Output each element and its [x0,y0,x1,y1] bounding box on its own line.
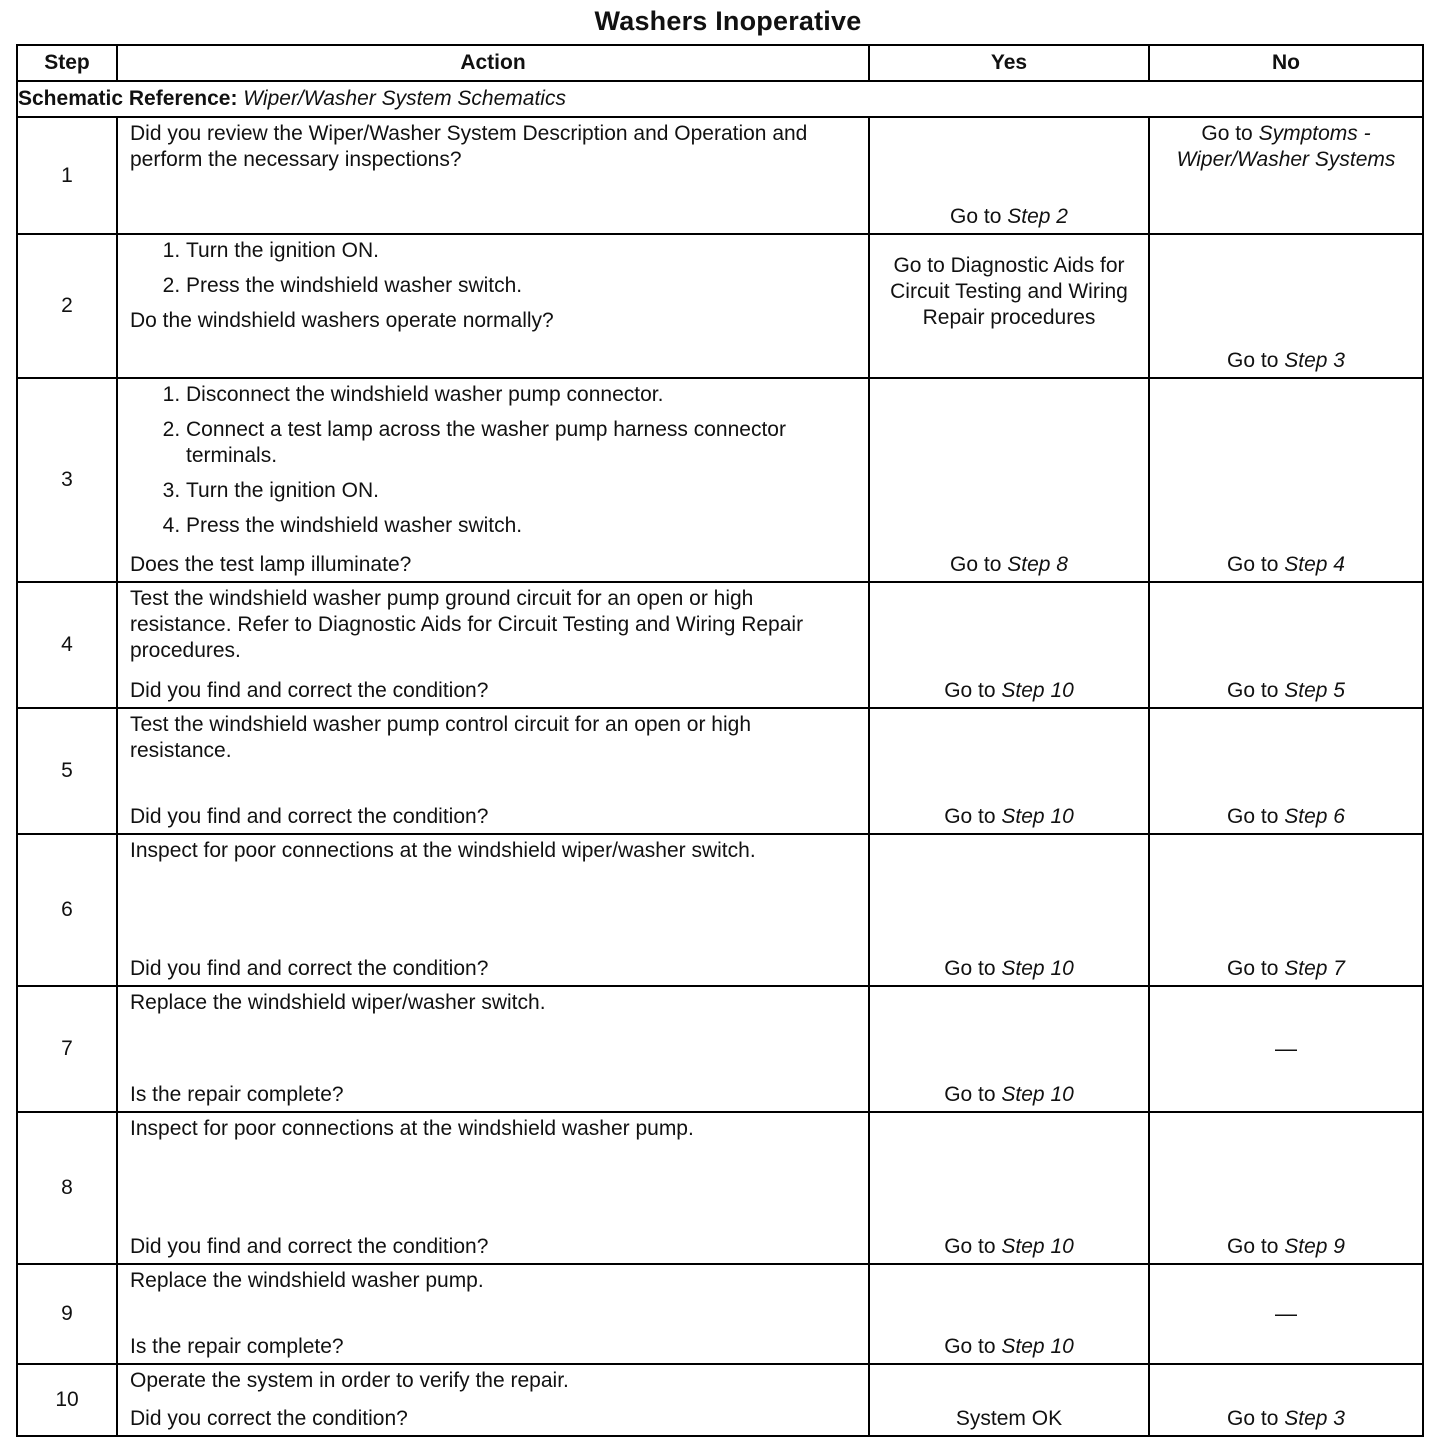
action-question: Did you correct the condition? [130,1407,408,1430]
no-prefix: Go to [1227,349,1279,372]
action-question: Did you find and correct the condition? [130,1235,489,1258]
table-row [17,117,1423,234]
no-link[interactable]: Step 6 [1284,805,1345,828]
no-prefix: Go to [1227,679,1279,702]
no-link[interactable]: Step 3 [1284,1407,1345,1430]
no-prefix: Go to [1201,122,1253,145]
header-no: No [1149,45,1423,81]
no-prefix: Go to [1227,553,1279,576]
no-link[interactable]: Step 3 [1284,349,1345,372]
table-row [17,708,1423,834]
action-cell [117,1364,869,1436]
action-cell [117,986,869,1112]
action-cell [117,117,869,234]
action-cell [117,834,869,986]
action-question: Did you find and correct the condition? [130,679,489,702]
yes-cell [869,117,1149,234]
no-dash: — [1275,1301,1297,1326]
yes-prefix: Go to [944,1335,996,1358]
yes-link[interactable]: Step 10 [1001,1083,1074,1106]
yes-cell [869,582,1149,708]
action-cell [117,378,869,582]
table-row [17,582,1423,708]
no-cell [1149,708,1423,834]
yes-link[interactable]: Step 10 [1001,805,1074,828]
no-cell [1149,378,1423,582]
action-question: Is the repair complete? [130,1335,344,1358]
no-cell [1149,234,1423,378]
diagnostic-table [16,44,1424,1437]
no-cell [1149,1264,1423,1364]
no-link[interactable]: Step 7 [1284,957,1345,980]
yes-link[interactable]: Step 10 [1001,1235,1074,1258]
schematic-label: Schematic Reference: [18,87,238,110]
no-prefix: Go to [1227,957,1279,980]
table-row [17,834,1423,986]
yes-cell [869,1264,1149,1364]
yes-prefix: Go to [944,805,996,828]
yes-cell [869,378,1149,582]
schematic-reference [17,81,1423,117]
action-cell [117,708,869,834]
yes-link[interactable]: Step 10 [1001,957,1074,980]
yes-prefix: Go to [944,1235,996,1258]
table-row [17,1112,1423,1264]
no-cell [1149,834,1423,986]
list-item: 2. Press the windshield washer switch. [186,273,858,299]
yes-link[interactable]: Step 8 [1007,553,1068,576]
action-cell [117,234,869,378]
step-number: 5 [17,708,117,834]
yes-prefix: Go to [944,1083,996,1106]
yes-prefix: Go to [950,553,1002,576]
action-cell [117,582,869,708]
no-link[interactable]: Symptoms - Wiper/Washer Systems [1176,122,1396,171]
table-row [17,986,1423,1112]
yes-cell [869,1364,1149,1436]
header-row [17,45,1423,81]
no-dash: — [1275,1036,1297,1061]
table-row [17,1364,1423,1436]
list-item: 1. Disconnect the windshield washer pump connector. [186,382,858,408]
action-question: Did you find and correct the condition? [130,805,489,828]
schematic-row [17,81,1423,117]
no-cell [1149,1364,1423,1436]
list-item: 4. Press the windshield washer switch. [186,513,858,539]
action-question: Did you find and correct the condition? [130,957,489,980]
action-text: Test the windshield washer pump ground circuit for an open or high resistance. Refer to Diagnostic Aids for Circuit Testing and Wiring Repair procedures. [130,587,804,662]
step-number: 6 [17,834,117,986]
action-text: Operate the system in order to verify the repair. [130,1369,569,1392]
yes-result: System OK [955,1407,1063,1430]
yes-prefix: Go to [944,679,996,702]
no-prefix: Go to [1227,1407,1279,1430]
action-steps-list [130,238,858,308]
action-cell [117,1112,869,1264]
schematic-link[interactable]: Wiper/Washer System Schematics [243,87,566,110]
step-number: 8 [17,1112,117,1264]
no-cell [1149,582,1423,708]
action-text: Replace the windshield wiper/washer switch. [130,991,546,1014]
yes-cell [869,986,1149,1112]
step-number: 10 [17,1364,117,1436]
table-row [17,1264,1423,1364]
table-row [17,234,1423,378]
no-cell [1149,117,1423,234]
page-title: Washers Inoperative [594,6,862,36]
no-cell [1149,986,1423,1112]
step-number: 2 [17,234,117,378]
no-link[interactable]: Step 4 [1284,553,1345,576]
action-cell [117,1264,869,1364]
list-item: 2. Connect a test lamp across the washer pump harness connector terminals. [186,417,858,469]
list-item: 3. Turn the ignition ON. [186,478,858,504]
list-item: 1. Turn the ignition ON. [186,238,858,264]
step-number: 1 [17,117,117,234]
header-step: Step [17,45,117,81]
step-number: 7 [17,986,117,1112]
no-prefix: Go to [1227,1235,1279,1258]
yes-link[interactable]: Step 10 [1001,1335,1074,1358]
yes-prefix: Go to [950,205,1002,228]
yes-cell [869,1112,1149,1264]
yes-link[interactable]: Step 2 [1007,205,1068,228]
step-number: 4 [17,582,117,708]
no-prefix: Go to [1227,805,1279,828]
no-cell [1149,1112,1423,1264]
yes-cell [869,708,1149,834]
action-text: Test the windshield washer pump control circuit for an open or high resistance. [130,713,751,762]
table-row [17,378,1423,582]
action-text: Inspect for poor connections at the windshield wiper/washer switch. [130,839,756,862]
step-number: 3 [17,378,117,582]
header-yes: Yes [869,45,1149,81]
no-link[interactable]: Step 9 [1284,1235,1345,1258]
action-text: Replace the windshield washer pump. [130,1269,484,1292]
no-link[interactable]: Step 5 [1284,679,1345,702]
yes-link[interactable]: Step 10 [1001,679,1074,702]
yes-link[interactable]: Go to Diagnostic Aids for Circuit Testing and Wiring Repair procedures [890,254,1128,329]
step-number: 9 [17,1264,117,1364]
action-steps-list [130,382,858,548]
action-question: Do the windshield washers operate normally? [130,309,554,332]
yes-prefix: Go to [944,957,996,980]
action-text: Did you review the Wiper/Washer System Description and Operation and perform the necessary inspections? [130,122,808,171]
header-action: Action [117,45,869,81]
action-text: Inspect for poor connections at the windshield washer pump. [130,1117,694,1140]
action-question: Does the test lamp illuminate? [130,553,412,576]
yes-cell [869,234,1149,378]
yes-cell [869,834,1149,986]
action-question: Is the repair complete? [130,1083,344,1106]
